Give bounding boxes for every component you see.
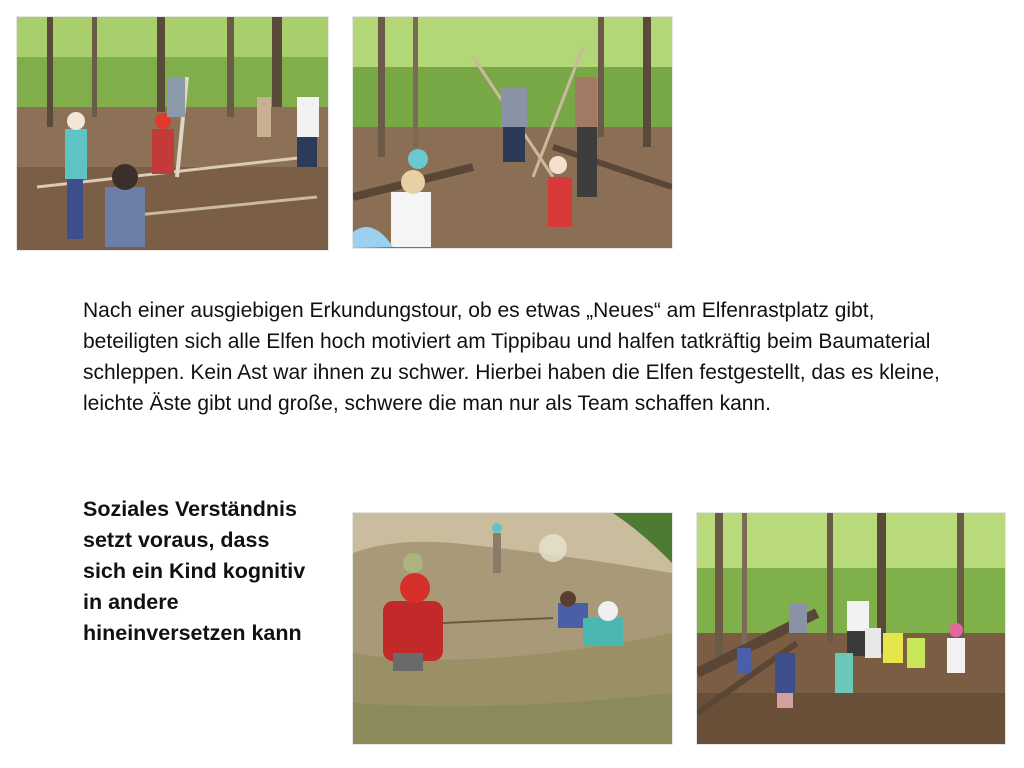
social-understanding-heading: Soziales Verständnis setzt voraus, dass sich ein Kind kognitiv in andere hineinversetzen kann bbox=[83, 497, 306, 645]
photo-children-carrying-branches bbox=[16, 16, 329, 251]
forest-photo-image bbox=[697, 513, 1005, 744]
slope-photo-image bbox=[353, 513, 672, 744]
photo-group-in-forest bbox=[696, 512, 1006, 745]
story-paragraph: Nach einer ausgiebigen Erkundungstour, ob es etwas „Neues“ am Elfenrastplatz gibt, beteiligten sich alle Elfen hoch motiviert am Tippibau und halfen tatkräftig beim Baumaterial schleppen. Kein Ast war ihnen zu schwer. Hierbei haben die Elfen festgestellt, das es kleine, leichte Äste gibt und große, schwere die man nur als Team schaffen kann. bbox=[83, 299, 940, 415]
forest-photo-image bbox=[353, 17, 672, 248]
photo-tippi-building bbox=[352, 16, 673, 249]
photo-children-on-slope bbox=[352, 512, 673, 745]
forest-photo-image bbox=[17, 17, 328, 250]
